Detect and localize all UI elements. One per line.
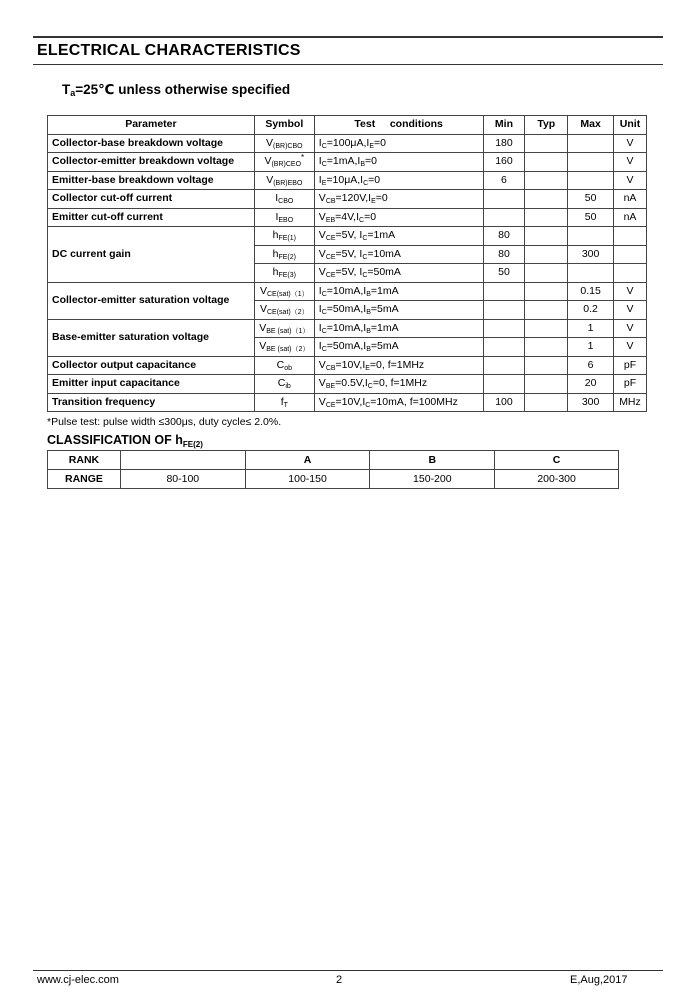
min-cell — [483, 356, 525, 375]
param-cell: DC current gain — [48, 227, 255, 283]
min-cell: 100 — [483, 393, 525, 412]
unit-cell: V — [613, 301, 646, 320]
table-row — [48, 171, 647, 190]
header-bottom-rule — [33, 64, 663, 65]
symbol-cell: $V_{(BR)CBO}$ — [254, 134, 314, 153]
condition-cell: $I_C=50mA,I_B=5mA$ — [314, 301, 483, 320]
unit-cell: nA — [613, 208, 646, 227]
range-cell: 100-150 — [245, 470, 370, 489]
max-cell: 50 — [568, 208, 614, 227]
symbol-cell: $V_{CE(sat)(1)}$ — [254, 282, 314, 301]
test-conditions-line: $T_a=25℃$ unless otherwise specified — [62, 82, 291, 98]
min-cell — [483, 338, 525, 357]
unit-cell: V — [613, 153, 646, 172]
unit-cell — [613, 227, 646, 246]
footer-rule — [33, 970, 663, 971]
max-cell: 20 — [568, 375, 614, 394]
footer-page-number: 2 — [336, 974, 343, 986]
max-cell: 300 — [568, 245, 614, 264]
min-cell: 160 — [483, 153, 525, 172]
condition-cell: $V_{CB}=10V,I_E=0$, f=1MHz — [314, 356, 483, 375]
table-row — [48, 282, 647, 301]
header-parameter: Parameter — [48, 116, 255, 135]
table-row — [48, 134, 647, 153]
max-cell: 0.2 — [568, 301, 614, 320]
symbol-cell: $f_T$ — [254, 393, 314, 412]
unit-cell: V — [613, 171, 646, 190]
max-cell — [568, 171, 614, 190]
unit-cell: pF — [613, 375, 646, 394]
footer-revision: E,Aug,2017 — [570, 974, 628, 986]
header-typ: Typ — [525, 116, 568, 135]
symbol-cell: $h_{FE(2)}$ — [254, 245, 314, 264]
rank-cell: C — [495, 451, 619, 470]
max-cell: 300 — [568, 393, 614, 412]
rank-cell: B — [370, 451, 495, 470]
min-cell: 80 — [483, 245, 525, 264]
typ-cell — [525, 319, 568, 338]
param-cell: Collector-emitter saturation voltage — [48, 282, 255, 319]
range-label: RANGE — [48, 470, 121, 489]
header-symbol: Symbol — [254, 116, 314, 135]
condition-cell: $I_E=10\mu A,I_C=0$ — [314, 171, 483, 190]
rank-row — [48, 451, 619, 470]
rank-cell: A — [245, 451, 370, 470]
unit-cell: MHz — [613, 393, 646, 412]
typ-cell — [525, 134, 568, 153]
table-row — [48, 319, 647, 338]
typ-cell — [525, 356, 568, 375]
header-top-rule — [33, 36, 663, 38]
range-cell: 200-300 — [495, 470, 619, 489]
condition-cell: $V_{CE}=10V,I_C=10mA$, f=100MHz — [314, 393, 483, 412]
range-cell: 80-100 — [120, 470, 245, 489]
symbol-cell: $h_{FE(3)}$ — [254, 264, 314, 283]
typ-cell — [525, 338, 568, 357]
symbol-cell: $V_{(BR)CEO}^*$ — [254, 153, 314, 172]
table-header-row — [48, 116, 647, 135]
min-cell — [483, 282, 525, 301]
param-cell: Collector-emitter breakdown voltage — [48, 153, 255, 172]
condition-cell: $V_{CE}=5V$, $I_C=10mA$ — [314, 245, 483, 264]
table-row — [48, 375, 647, 394]
max-cell: 0.15 — [568, 282, 614, 301]
unit-cell: nA — [613, 190, 646, 209]
symbol-cell: $C_{ib}$ — [254, 375, 314, 394]
unit-cell: V — [613, 134, 646, 153]
typ-cell — [525, 190, 568, 209]
param-cell: Base-emitter saturation voltage — [48, 319, 255, 356]
condition-cell: $I_C=10mA,I_B=1mA$ — [314, 282, 483, 301]
typ-cell — [525, 282, 568, 301]
param-cell: Collector cut-off current — [48, 190, 255, 209]
min-cell — [483, 319, 525, 338]
condition-cell: $I_C=100\mu A,I_E=0$ — [314, 134, 483, 153]
range-row — [48, 470, 619, 489]
min-cell: 180 — [483, 134, 525, 153]
table-row — [48, 190, 647, 209]
min-cell — [483, 301, 525, 320]
symbol-cell: $C_{ob}$ — [254, 356, 314, 375]
symbol-cell: $I_{CBO}$ — [254, 190, 314, 209]
table-row — [48, 153, 647, 172]
table-row — [48, 227, 647, 246]
param-cell: Collector-base breakdown voltage — [48, 134, 255, 153]
condition-cell: $I_C=10mA,I_B=1mA$ — [314, 319, 483, 338]
unit-cell — [613, 245, 646, 264]
unit-cell: V — [613, 282, 646, 301]
rank-cell — [120, 451, 245, 470]
typ-cell — [525, 245, 568, 264]
max-cell: 6 — [568, 356, 614, 375]
header-test-conditions: Test conditions — [314, 116, 483, 135]
max-cell: 1 — [568, 319, 614, 338]
typ-cell — [525, 264, 568, 283]
min-cell — [483, 208, 525, 227]
rank-label: RANK — [48, 451, 121, 470]
min-cell: 6 — [483, 171, 525, 190]
classification-table — [47, 450, 619, 489]
table-row — [48, 393, 647, 412]
header-unit: Unit — [613, 116, 646, 135]
typ-cell — [525, 153, 568, 172]
typ-cell — [525, 301, 568, 320]
param-cell: Transition frequency — [48, 393, 255, 412]
classification-title: CLASSIFICATION OF $h_{FE(2)}$ — [47, 433, 203, 449]
header-max: Max — [568, 116, 614, 135]
typ-cell — [525, 208, 568, 227]
typ-cell — [525, 171, 568, 190]
max-cell — [568, 134, 614, 153]
symbol-cell: $h_{FE(1)}$ — [254, 227, 314, 246]
condition-cell: $I_C=1mA,I_B=0$ — [314, 153, 483, 172]
condition-cell: $V_{EB}=4V,I_C=0$ — [314, 208, 483, 227]
symbol-cell: $V_{(BR)EBO}$ — [254, 171, 314, 190]
range-cell: 150-200 — [370, 470, 495, 489]
min-cell: 80 — [483, 227, 525, 246]
footer-website: www.cj-elec.com — [37, 974, 119, 986]
table-row — [48, 356, 647, 375]
max-cell — [568, 264, 614, 283]
condition-cell: $V_{CE}=5V$, $I_C=50mA$ — [314, 264, 483, 283]
typ-cell — [525, 227, 568, 246]
unit-cell: pF — [613, 356, 646, 375]
param-cell: Emitter cut-off current — [48, 208, 255, 227]
header-min: Min — [483, 116, 525, 135]
condition-cell: $V_{CB}=120V,I_E=0$ — [314, 190, 483, 209]
condition-cell: $I_C=50mA,I_B=5mA$ — [314, 338, 483, 357]
unit-cell: V — [613, 338, 646, 357]
param-cell: Emitter input capacitance — [48, 375, 255, 394]
max-cell — [568, 227, 614, 246]
symbol-cell: $V_{BE (sat)(1)}$ — [254, 319, 314, 338]
symbol-cell: $V_{CE(sat)(2)}$ — [254, 301, 314, 320]
condition-cell: $V_{BE}=0.5V,I_C=0$, f=1MHz — [314, 375, 483, 394]
min-cell: 50 — [483, 264, 525, 283]
unit-cell — [613, 264, 646, 283]
param-cell: Collector output capacitance — [48, 356, 255, 375]
section-title: ELECTRICAL CHARACTERISTICS — [37, 42, 301, 59]
max-cell — [568, 153, 614, 172]
typ-cell — [525, 393, 568, 412]
table-row — [48, 208, 647, 227]
condition-cell: $V_{CE}=5V$, $I_C=1mA$ — [314, 227, 483, 246]
max-cell: 1 — [568, 338, 614, 357]
pulse-test-note: *Pulse test: pulse width ≤300μs, duty cycle≤ 2.0%. — [47, 416, 282, 428]
unit-cell: V — [613, 319, 646, 338]
typ-cell — [525, 375, 568, 394]
symbol-cell: $I_{EBO}$ — [254, 208, 314, 227]
symbol-cell: $V_{BE (sat)(2)}$ — [254, 338, 314, 357]
electrical-characteristics-table — [47, 115, 647, 412]
min-cell — [483, 190, 525, 209]
max-cell: 50 — [568, 190, 614, 209]
param-cell: Emitter-base breakdown voltage — [48, 171, 255, 190]
min-cell — [483, 375, 525, 394]
